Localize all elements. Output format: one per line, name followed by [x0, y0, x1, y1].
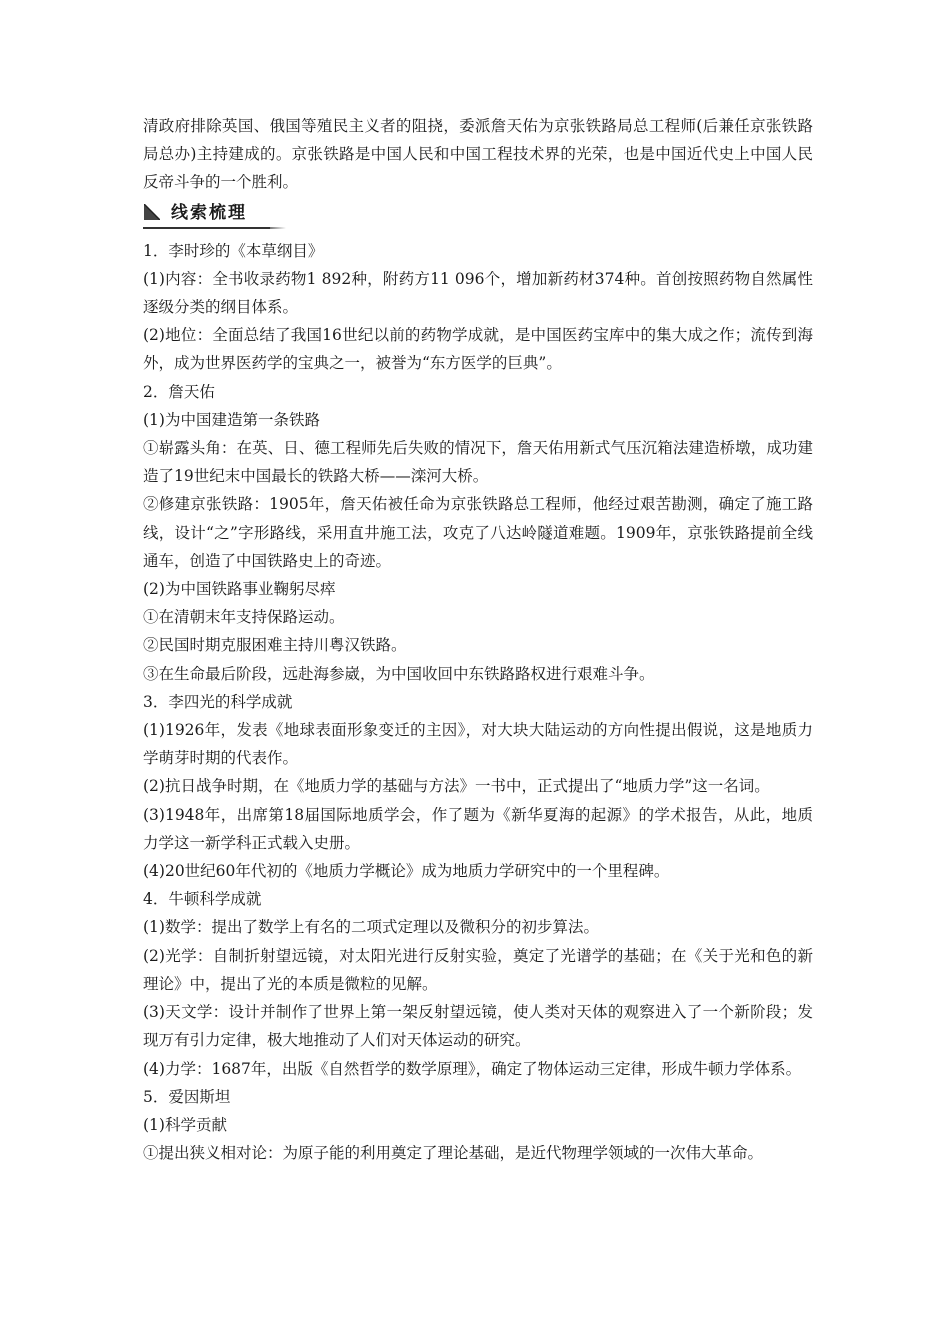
outline-line: ①提出狭义相对论：为原子能的利用奠定了理论基础，是近代物理学领域的一次伟大革命。	[143, 1144, 764, 1163]
diagonal-stripe-icon	[144, 204, 160, 220]
section-title: 线索梳理	[171, 202, 247, 223]
outline-line: ①在清朝末年支持保路运动。	[143, 608, 345, 627]
outline-line: ②修建京张铁路：1905年，詹天佑被任命为京张铁路总工程师，他经过艰苦勘测，确定了施工路线，设计“之”字形路线，采用直井施工法，攻克了八达岭隧道难题。1909年，京张铁路提前全线通车，创造了中国铁路史上的奇迹。	[143, 495, 813, 570]
outline-line: (3)1948年，出席第18届国际地质学会，作了题为《新华夏海的起源》的学术报告，从此，地质力学这一新学科正式载入史册。	[143, 805, 813, 852]
section-underline	[143, 227, 270, 229]
outline-line: 1．李时珍的《本草纲目》	[143, 241, 324, 260]
outline-line: 4．牛顿科学成就	[143, 890, 262, 909]
intro-text: 清政府排除英国、俄国等殖民主义者的阻挠，委派詹天佑为京张铁路局总工程师(后兼任京张铁路局总办)主持建成的。京张铁路是中国人民和中国工程技术界的光荣，也是中国近代史上中国人民反帝斗争的一个胜利。	[143, 117, 813, 192]
section-underline-fade	[270, 227, 286, 229]
outline-line: ②民国时期克服困难主持川粤汉铁路。	[143, 636, 407, 655]
section-header	[143, 199, 813, 233]
outline-line: (1)数学：提出了数学上有名的二项式定理以及微积分的初步算法。	[143, 918, 599, 937]
outline-line: 2．詹天佑	[143, 382, 215, 401]
outline-line: (2)地位：全面总结了我国16世纪以前的药物学成就，是中国医药宝库中的集大成之作；流传到海外，成为世界医药学的宝典之一，被誉为“东方医学的巨典”。	[143, 326, 813, 373]
outline-line: (1)内容：全书收录药物1 892种，附药方11 096个，增加新药材374种。首创按照药物自然属性逐级分类的纲目体系。	[143, 269, 813, 317]
outline-line: (2)抗日战争时期，在《地质力学的基础与方法》一书中，正式提出了“地质力学”这一名词。	[143, 777, 770, 796]
outline-list	[143, 237, 813, 1168]
document-page	[143, 112, 813, 1167]
outline-line: (1)1926年，发表《地球表面形象变迁的主因》，对大块大陆运动的方向性提出假说，这是地质力学萌芽时期的代表作。	[143, 721, 813, 768]
outline-line: (4)20世纪60年代初的《地质力学概论》成为地质力学研究中的一个里程碑。	[143, 862, 670, 881]
outline-line: (2)为中国铁路事业鞠躬尽瘁	[143, 580, 336, 599]
outline-line: ③在生命最后阶段，远赴海参崴，为中国收回中东铁路路权进行艰难斗争。	[143, 664, 655, 683]
outline-line: (4)力学：1687年，出版《自然哲学的数学原理》，确定了物体运动三定律，形成牛顿力学体系。	[143, 1059, 802, 1078]
outline-line: ①崭露头角：在英、日、德工程师先后失败的情况下，詹天佑用新式气压沉箱法建造桥墩，成功建造了19世纪末中国最长的铁路大桥——滦河大桥。	[143, 439, 813, 486]
outline-line: (1)科学贡献	[143, 1115, 227, 1134]
outline-line: 5．爱因斯坦	[143, 1087, 231, 1106]
intro-paragraph	[143, 112, 813, 197]
outline-line: (2)光学：自制折射望远镜，对太阳光进行反射实验，奠定了光谱学的基础；在《关于光和色的新理论》中，提出了光的本质是微粒的见解。	[143, 946, 813, 993]
outline-line: (3)天文学：设计并制作了世界上第一架反射望远镜，使人类对天体的观察进入了一个新阶段；发现万有引力定律，极大地推动了人们对天体运动的研究。	[143, 1003, 813, 1050]
outline-line: 3．李四光的科学成就	[143, 692, 293, 711]
outline-line: (1)为中国建造第一条铁路	[143, 410, 320, 429]
